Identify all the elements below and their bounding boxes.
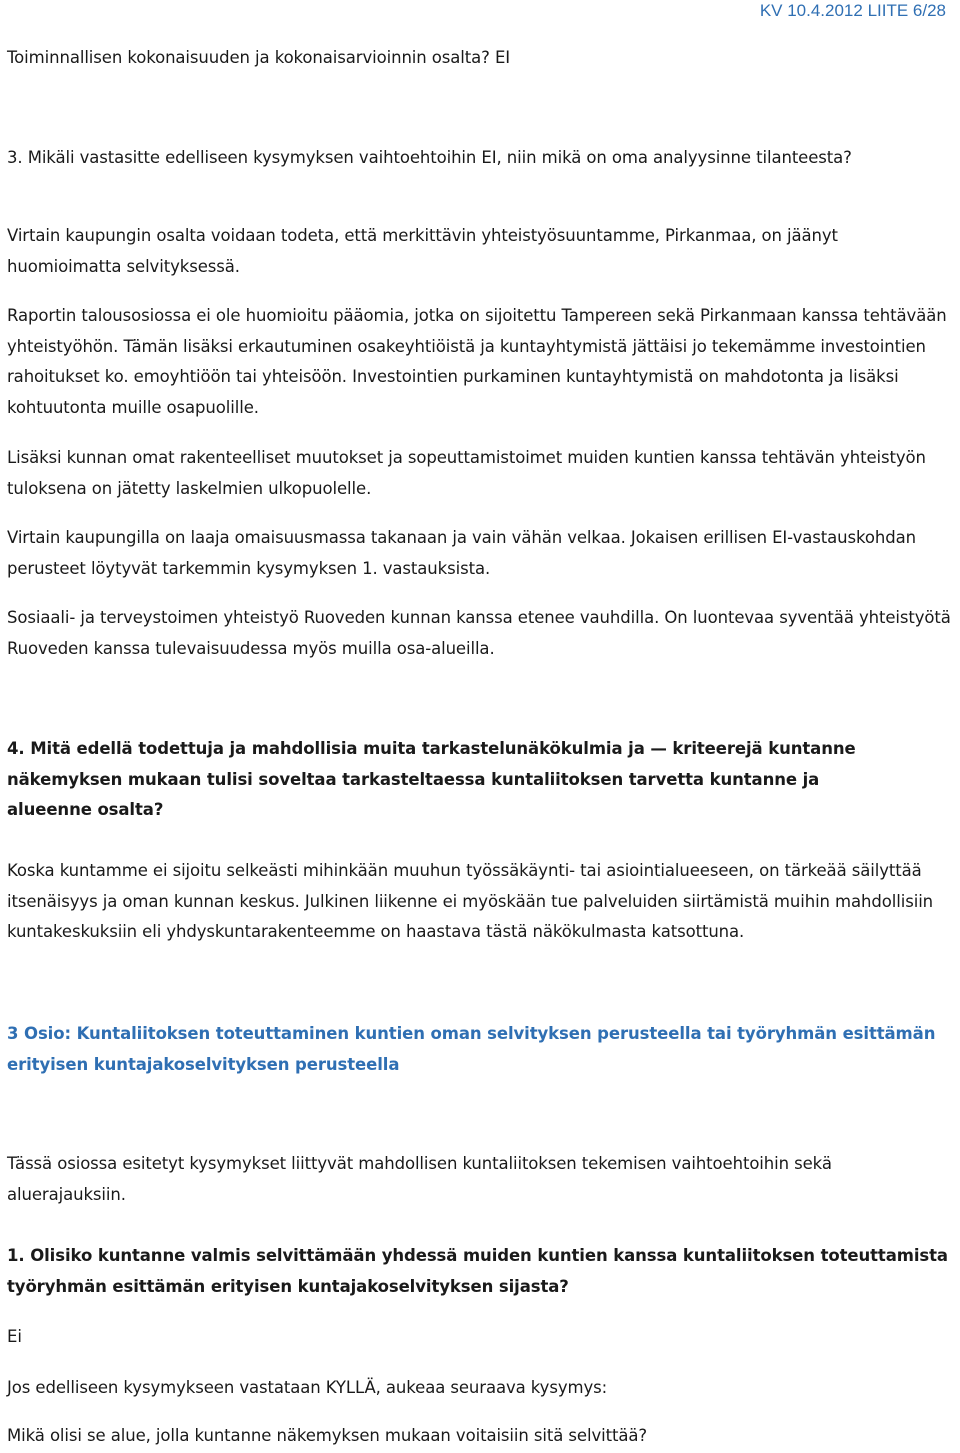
question-3: 3. Mikäli vastasitte edelliseen kysymyksen vaihtoehtoihin EI, niin mikä on oma analyysinne tilanteesta? <box>7 148 852 167</box>
question-4: 4. Mitä edellä todettuja ja mahdollisia muita tarkastelunäkökulmia ja — kriteerejä kuntanne näkemyksen mukaan tulisi soveltaa tarkasteltaessa kuntaliitoksen tarvetta kuntanne ja alueenne osalta? <box>7 739 856 819</box>
answer-4: Koska kuntamme ei sijoitu selkeästi mihinkään muuhun työssäkäynti- tai asiointialueeseen, on tärkeää säilyttää itsenäisyys ja oman kunnan keskus. Julkinen liikenne ei myöskään tue palveluiden siirtämistä muihin mahdollisiin kuntakeskuksiin eli yhdyskuntarakenteemme on haastava tästä näkökulmasta katsottuna. <box>7 861 934 941</box>
answer-3-paragraph-3: Lisäksi kunnan omat rakenteelliset muutokset ja sopeuttamistoimet muiden kuntien kanssa tehtävän yhteistyön tuloksena on jätetty laskelmien ulkopuolelle. <box>7 448 926 498</box>
section-intro: Tässä osiossa esitetyt kysymykset liittyvät mahdollisen kuntaliitoksen tekemisen vaihtoehtoihin sekä aluerajauksiin. <box>7 1154 832 1204</box>
document-reference: KV 10.4.2012 LIITE 6/28 <box>759 1 946 20</box>
answer-3-paragraph-4: Virtain kaupungilla on laaja omaisuusmassa takanaan ja vain vähän velkaa. Jokaisen erillisen EI-vastauskohdan perusteet löytyvät tarkemmin kysymyksen 1. vastauksista. <box>7 528 916 578</box>
question-area: Mikä olisi se alue, jolla kuntanne näkemyksen mukaan voitaisiin sitä selvittää? <box>7 1426 648 1445</box>
answer-3-paragraph-5: Sosiaali- ja terveystoimen yhteistyö Ruoveden kunnan kanssa etenee vauhdilla. On luontevaa syventää yhteistyötä Ruoveden kanssa tulevaisuudessa myös muilla osa-alueilla. <box>7 608 951 658</box>
paragraph-overall-assessment: Toiminnallisen kokonaisuuden ja kokonaisarvioinnin osalta? EI <box>7 48 511 67</box>
answer-3-paragraph-2: Raportin talousosiossa ei ole huomioitu pääomia, jotka on sijoitettu Tampereen sekä Pirkanmaan kanssa tehtävään yhteistyöhön. Tämän lisäksi erkautuminen osakeyhtiöistä ja kuntayhtymistä jättäisi jo tekemämme investointien rahoitukset ko. emoyhtiöön tai yhteisöön. Investointien purkaminen kuntayhtymistä on mahdotonta ja lisäksi kohtuutonta muille osapuolille. <box>7 306 947 417</box>
section-heading: 3 Osio: Kuntaliitoksen toteuttaminen kuntien oman selvityksen perusteella tai työryhmän esittämän erityisen kuntajakoselvityksen perusteella <box>7 1024 936 1074</box>
answer-1: Ei <box>7 1327 22 1346</box>
answer-3-paragraph-1: Virtain kaupungin osalta voidaan todeta, että merkittävin yhteistyösuuntamme, Pirkanmaa, on jäänyt huomioimatta selvityksessä. <box>7 226 838 276</box>
follow-up-note: Jos edelliseen kysymykseen vastataan KYLLÄ, aukeaa seuraava kysymys: <box>7 1378 608 1397</box>
question-1: 1. Olisiko kuntanne valmis selvittämään yhdessä muiden kuntien kanssa kuntaliitoksen toteuttamista työryhmän esittämän erityisen kuntajakoselvityksen sijasta? <box>7 1246 948 1296</box>
